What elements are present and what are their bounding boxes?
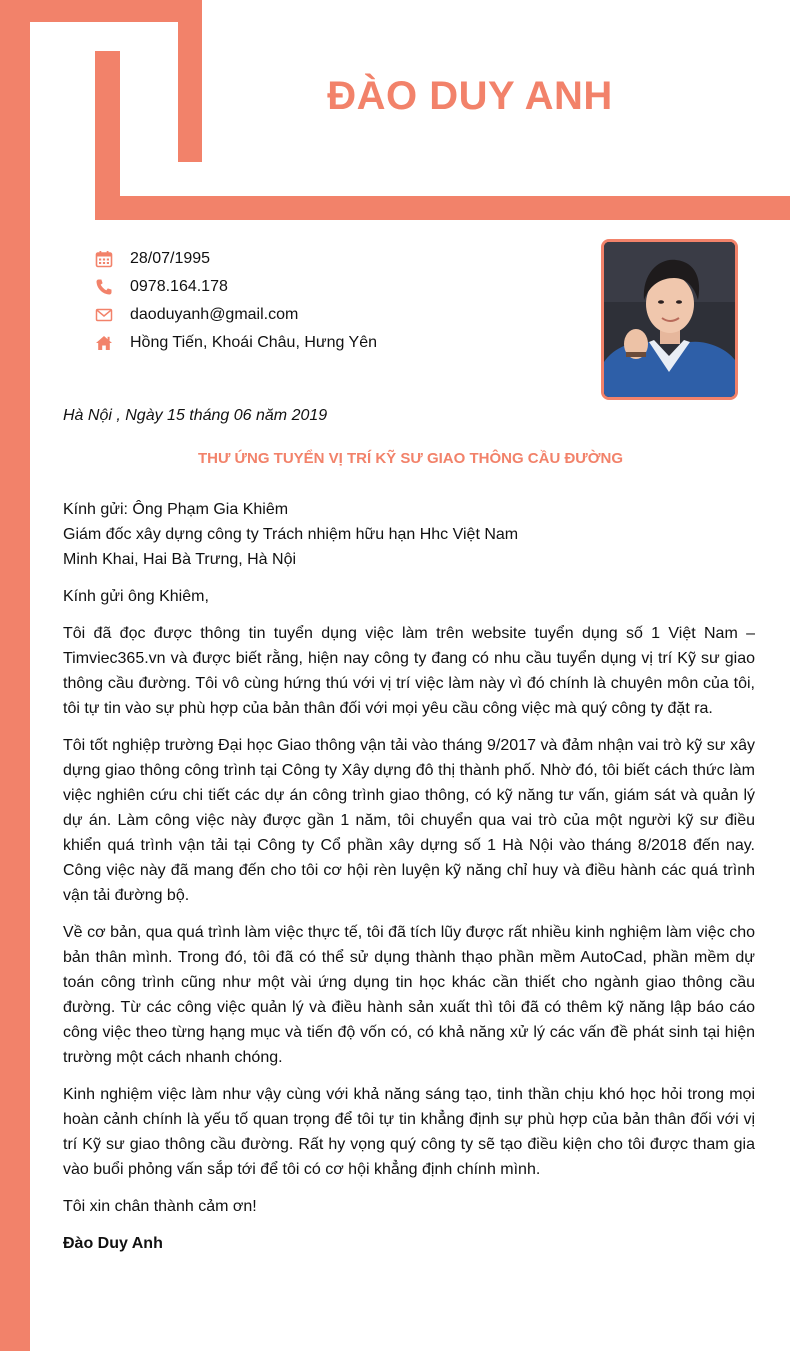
- calendar-icon: [94, 249, 114, 269]
- body-paragraph: Kinh nghiệm việc làm như vậy cùng với khả năng sáng tạo, tinh thần chịu khó học hỏi trong mọi hoàn cảnh chính là yếu tố quan trọng để tôi tự tin khẳng định sự phù hợp của bản thân đối với vị trí Kỹ sư giao thông cầu đường. Rất hy vọng quý công ty sẽ tạo điều kiện cho tôi được tham gia vào buổi phỏng vấn sắp tới để tôi có cơ hội khẳng định chính mình.: [63, 1086, 755, 1178]
- body-paragraph: Về cơ bản, qua quá trình làm việc thực tế, tôi đã tích lũy được rất nhiều kinh nghiệm làm việc cho bản thân mình. Trong đó, tôi đã có thể sử dụng thành thạo phần mềm AutoCad, phần mềm dự toán công trình cũng như một vài ứng dụng tin học khác cần thiết cho ngành giao thông cầu đường. Từ các công việc quản lý và điều hành sản xuất thì tôi đã có thêm kỹ năng lập báo cáo công việc theo từng hạng mục và tiến độ vốn có, có khả năng xử lý các vấn đề phát sinh tại hiện trường một cách nhanh chóng.: [63, 924, 755, 1066]
- envelope-icon: [94, 305, 114, 325]
- salutation: Kính gửi ông Khiêm,: [63, 588, 209, 605]
- contact-item-email: [94, 301, 377, 329]
- recipient-line: Giám đốc xây dựng công ty Trách nhiệm hữu hạn Hhc Việt Nam: [63, 526, 519, 543]
- contact-email-text: daoduyanh@gmail.com: [130, 306, 299, 323]
- contact-item-phone: [94, 273, 377, 301]
- recipient-line: Kính gửi: Ông Phạm Gia Khiêm: [63, 501, 289, 518]
- closing-line: Tôi xin chân thành cảm ơn!: [63, 1198, 257, 1215]
- header-divider: [95, 196, 790, 220]
- recipient-line: Minh Khai, Hai Bà Trưng, Hà Nội: [63, 551, 297, 568]
- body-paragraph: Tôi đã đọc được thông tin tuyển dụng việc làm trên website tuyển dụng số 1 Việt Nam – Timviec365.vn và được biết rằng, hiện nay công ty đang có nhu cầu tuyển dụng vị trí Kỹ sư giao thông cầu đường. Tôi vô cùng hứng thú với vị trí việc làm này vì đó chính là chuyên môn của tôi, tôi tự tin vào sự phù hợp của bản thân đối với mọi yêu cầu công việc mà quý công ty đặt ra.: [63, 625, 755, 717]
- home-icon: [94, 333, 114, 353]
- letter-subject: THƯ ỨNG TUYỂN VỊ TRÍ KỸ SƯ GIAO THÔNG CẦU ĐƯỜNG: [197, 450, 624, 467]
- profile-photo: [601, 239, 738, 400]
- recipient-block: [63, 497, 755, 572]
- contact-item-birthdate: [94, 245, 377, 273]
- decorative-top-bar: [30, 0, 202, 22]
- decorative-corner-post: [178, 0, 202, 162]
- contact-birthdate-text: 28/07/1995: [130, 250, 211, 267]
- candidate-name: ĐÀO DUY ANH: [327, 74, 613, 118]
- phone-icon: [94, 277, 114, 297]
- body-paragraph: Tôi tốt nghiệp trường Đại học Giao thông vận tải vào tháng 9/2017 và đảm nhận vai trò kỹ sư xây dựng giao thông công trình tại Công ty Xây dựng đô thị thành phố. Nhờ đó, tôi biết cách thức làm việc nghiên cứu chi tiết các dự án công trình giao thông, có kỹ năng tư vấn, giám sát và quản lý dự án. Làm công việc này được gần 1 năm, tôi chuyển qua vai trò của một người kỹ sư điều khiển quá trình vận tải tại Công ty Cổ phần xây dựng số 1 Hà Nội vào tháng 8/2018 đến nay. Công việc này đã mang đến cho tôi cơ hội rèn luyện kỹ năng chỉ huy và điều hành các quá trình vận tải đường bộ.: [63, 737, 755, 904]
- decorative-inner-post: [95, 51, 120, 220]
- signature: Đào Duy Anh: [63, 1235, 163, 1252]
- letter-body: [63, 497, 755, 1256]
- contact-item-address: [94, 329, 377, 357]
- contact-list: [94, 245, 377, 357]
- letter-date: Hà Nội , Ngày 15 tháng 06 năm 2019: [63, 407, 328, 424]
- portrait-illustration: [604, 242, 735, 397]
- decorative-left-bar: [0, 0, 30, 1351]
- contact-address-text: Hồng Tiến, Khoái Châu, Hưng Yên: [130, 334, 378, 351]
- contact-phone-text: 0978.164.178: [130, 278, 228, 295]
